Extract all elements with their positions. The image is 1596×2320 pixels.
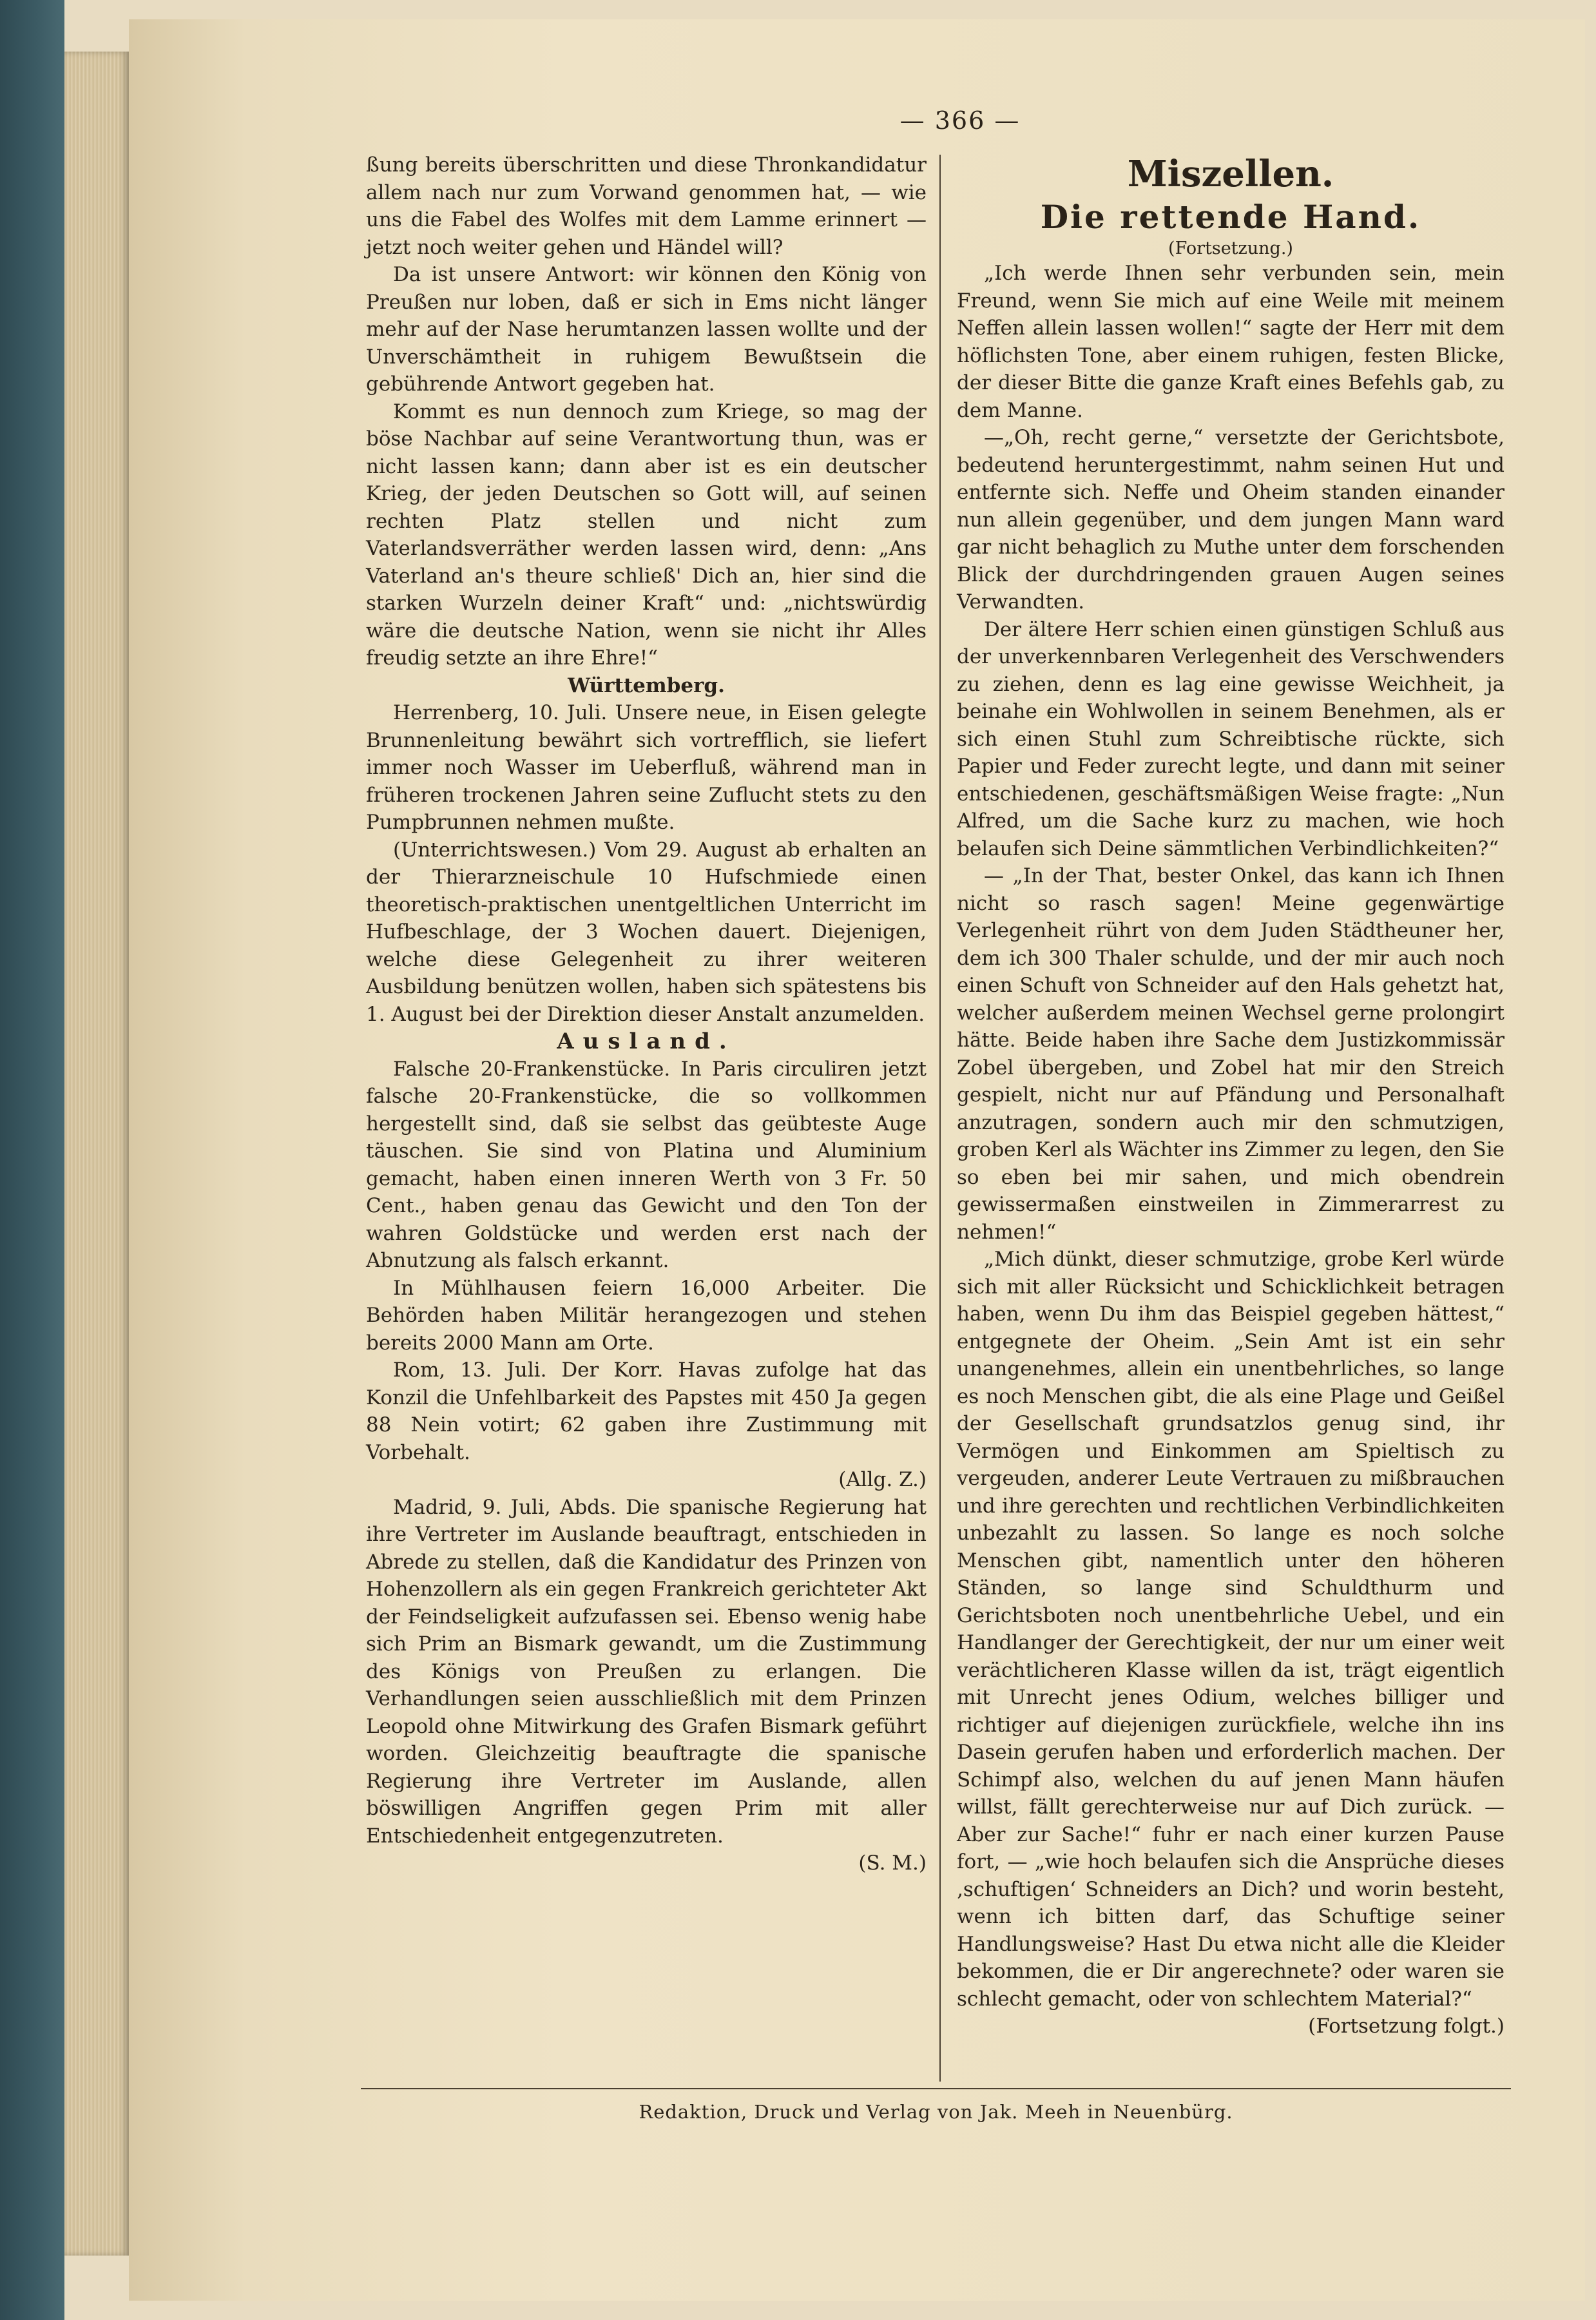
section-heading-wuerttemberg: Württemberg. (568, 673, 725, 697)
right-column (957, 151, 1505, 2040)
page-number: — 366 — (899, 106, 1021, 135)
section-heading-ausland: Ausland. (557, 1029, 736, 1054)
book-binding (0, 0, 64, 2320)
paragraph: „Ich werde Ihnen sehr verbunden sein, mein Freund, wenn Sie mich auf eine Weile mit meinem Neffen allein lassen wollen!“ sagte der Herr mit dem höflichsten Tone, aber einem ruhigen, festen Blicke, der dieser Bitte die ganze Kraft eines Befehls gab, zu dem Manne. (957, 262, 1505, 422)
column-divider (939, 155, 941, 2082)
paragraph: — „In der That, bester Onkel, das kann ich Ihnen nicht so rasch sagen! Meine gegenwärtige Verlegenheit rührt von dem Juden Städtheuner her, dem ich 300 Thaler schulde, und der mir auch noch einen Schuft von Schneider auf den Hals gehetzt hat, welcher außerdem meinen Wechsel gerne prolongirt hätte. Beide haben ihre Sache dem Justizkommissär Zobel übergeben, und Zobel hat mir den Streich gespielt, nicht nur auf Pfändung und Personalhaft anzutragen, sondern auch mir den schmutzigen, groben Kerl als Wächter ins Zimmer zu legen, den Sie so eben bei mir sahen, und mich obendrein gewissermaßen einstweilen in Zimmerarrest zu nehmen!“ (957, 864, 1505, 1244)
imprint-line: Redaktion, Druck und Verlag von Jak. Meeh in Neuenbürg. (639, 2101, 1233, 2123)
paragraph: In Mühlhausen feiern 16,000 Arbeiter. Die Behörden haben Militär herangezogen und stehen bereits 2000 Mann am Orte. (366, 1276, 927, 1355)
source-attribution: (Allg. Z.) (838, 1468, 927, 1491)
paragraph: Herrenberg, 10. Juli. Unsere neue, in Eisen gelegte Brunnenleitung bewährt sich vortrefflich, sie liefert immer noch Wasser im Ueberfluß, während man in früheren trockenen Jahren seine Zuflucht stets zu den Pumpbrunnen nehmen mußte. (366, 701, 927, 834)
continuation-note: (Fortsetzung.) (1168, 238, 1293, 258)
paragraph: ßung bereits überschritten und diese Thronkandidatur allem nach nur zum Vorwand genommen hat, — wie uns die Fabel des Wolfes mit dem Lamme erinnert — jetzt noch weiter gehen und Händel will? (366, 153, 927, 259)
paragraph: Falsche 20-Frankenstücke. In Paris circuliren jetzt falsche 20-Frankenstücke, die so vollkommen hergestellt sind, daß sie selbst das geübteste Auge täuschen. Sie sind von Platina und Aluminium gemacht, haben einen inneren Werth von 3 Fr. 50 Cent., haben genau das Gewicht und den Ton der wahren Goldstücke und werden erst nach der Abnutzung als falsch erkannt. (366, 1057, 927, 1272)
paragraph: Rom, 13. Juli. Der Korr. Havas zufolge hat das Konzil die Unfehlbarkeit des Papstes mit 450 Ja gegen 88 Nein votirt; 62 gaben ihre Zustimmung mit Vorbehalt. (366, 1358, 927, 1464)
paragraph: „Mich dünkt, dieser schmutzige, grobe Kerl würde sich mit aller Rücksicht und Schicklichkeit betragen haben, wenn Du ihm das Beispiel gegeben hättest,“ entgegnete der Oheim. „Sein Amt ist ein sehr unangenehmes, allein ein unentbehrliches, so lange es noch Menschen gibt, die als eine Plage und Geißel der Gesellschaft grundsatzlos genug sind, ihr Vermögen und Einkommen am Spieltisch zu vergeuden, anderer Leute Vertrauen zu mißbrauchen und ihre gerechten und rechtlichen Verbindlichkeiten unbezahlt zu lassen. So lange es noch solche Menschen gibt, namentlich unter den höheren Ständen, so lange sind Schuldthurm und Gerichtsboten noch unentbehrliche Uebel, und ein Handlanger der Gerechtigkeit, der nur um einer weit verächtlicheren Klasse willen da ist, trägt eigentlich mit Unrecht jenes Odium, welches billiger und richtiger auf diejenigen zurückfiele, welche ihn ins Dasein gerufen haben und erforderlich machen. Der Schimpf also, welchen du auf jenen Mann häufen willst, fällt gerechterweise nur auf Dich zurück. — Aber zur Sache!“ fuhr er nach einer kurzen Pause fort, — „wie hoch belaufen sich die Ansprüche dieses ‚schuftigen‘ Schneiders an Dich? und worin besteht, wenn ich bitten darf, das Schuftige seiner Handlungsweise? Hast Du etwa nicht alle die Kleider bekommen, die er Dir angerechnete? oder waren sie schlecht gemacht, oder von schlechtem Material?“ (957, 1248, 1505, 2011)
paragraph: Madrid, 9. Juli, Abds. Die spanische Regierung hat ihre Vertreter im Auslande beauftragt, entschieden in Abrede zu stellen, daß die Kandidatur des Prinzen von Hohenzollern als ein gegen Frankreich gerichteter Akt der Feindseligkeit aufzufassen sei. Ebenso wenig habe sich Prim an Bismark gewandt, um die Zustimmung des Königs von Preußen zu erlangen. Die Verhandlungen seien ausschließlich mit dem Prinzen Leopold ohne Mitwirkung des Grafen Bismark geführt worden. Gleichzeitig beauftragte die spanische Regierung ihre Vertreter im Auslande, allen böswilligen Angriffen gegen Prim mit aller Entschiedenheit entgegenzutreten. (366, 1495, 927, 1848)
paragraph: —„Oh, recht gerne,“ versetzte der Gerichtsbote, bedeutend heruntergestimmt, nahm seinen Hut und entfernte sich. Neffe und Oheim standen einander nun allein gegenüber, und dem jungen Mann ward gar nicht behaglich zu Muthe unter dem forschenden Blick der durchdringenden grauen Augen seines Verwandten. (957, 426, 1505, 614)
story-title: Die rettende Hand. (1040, 198, 1421, 236)
to-be-continued-note: (Fortsetzung folgt.) (1308, 2015, 1505, 2038)
paragraph: Da ist unsere Antwort: wir können den König von Preußen nur loben, daß er sich in Ems nicht länger mehr auf der Nase herumtanzen lassen wollte und der Unverschämtheit in ruhigem Bewußtsein die gebührende Antwort gegeben hat. (366, 263, 927, 396)
paragraph: Der ältere Herr schien einen günstigen Schluß aus der unverkennbaren Verlegenheit des Verschwenders zu ziehen, denn es lag eine gewisse Weichheit, ja beinahe ein Wohlwollen in seinem Benehmen, als er sich einen Stuhl zum Schreibtische rückte, sich Papier und Feder zurecht legte, und dann mit seiner entschiedenen, geschäftsmäßigen Weise fragte: „Nun Alfred, um die Sache kurz zu machen, wie hoch belaufen sich Deine sämmtlichen Verbindlichkeiten?“ (957, 617, 1505, 860)
section-heading-miszellen: Miszellen. (1127, 153, 1334, 195)
paragraph: Kommt es nun dennoch zum Kriege, so mag der böse Nachbar auf seine Verantwortung thun, was er nicht lassen kann; dann aber ist es ein deutscher Krieg, der jeden Deutschen so Gott will, auf seinen rechten Platz stellen und nicht zum Vaterlandsverräther werden lassen wird, denn: „Ans Vaterland an's theure schließ' Dich an, hier sind die starken Wurzeln deiner Kraft“ und: „nichtswürdig wäre die deutsche Nation, wenn sie nicht ihr Alles freudig setzte an ihre Ehre!“ (366, 400, 927, 670)
source-attribution: (S. M.) (858, 1851, 927, 1875)
footer-rule (361, 2088, 1511, 2089)
paragraph: (Unterrichtswesen.) Vom 29. August ab erhalten an der Thierarzneischule 10 Hufschmiede einen theoretisch-praktischen unentgeltlichen Unterricht im Hufbeschlage, der 3 Wochen dauert. Diejenigen, welche diese Gelegenheit zu ihrer weiteren Ausbildung benützen wollen, haben sich spätestens bis 1. August bei der Direktion dieser Anstalt anzumelden. (366, 838, 927, 1026)
left-column (366, 151, 927, 1877)
page-edges (64, 52, 129, 2256)
